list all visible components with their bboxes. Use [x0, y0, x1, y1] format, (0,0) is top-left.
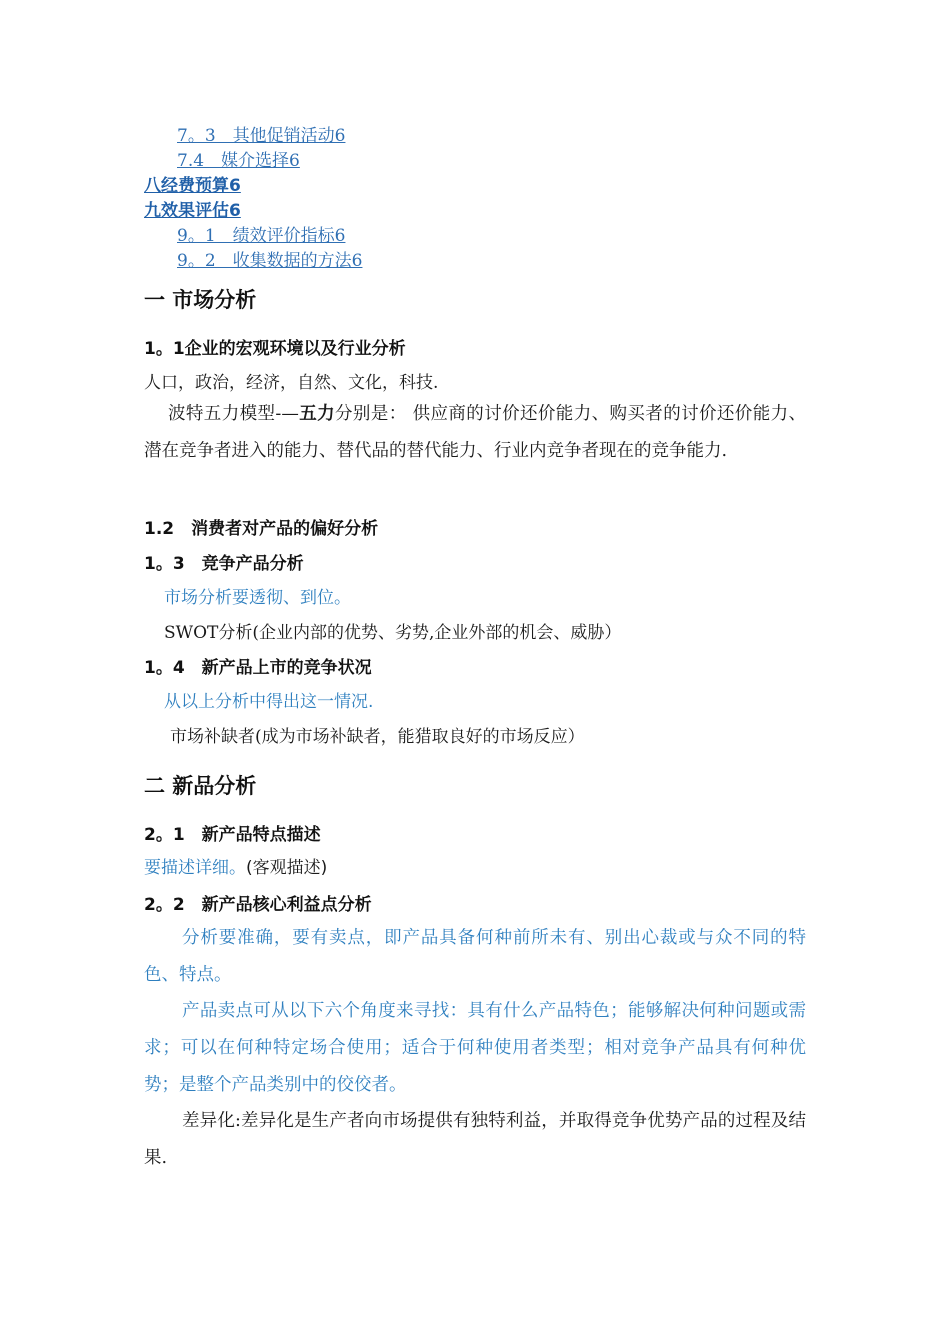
describe-objective: (客观描述)	[246, 858, 328, 878]
paragraph-market-nicher: 市场补缺者(成为市场补缺者，能猎取良好的市场反应）	[170, 727, 585, 747]
heading-2-1: 2。1 新产品特点描述	[144, 825, 321, 845]
section-title-new-product-analysis: 二 新品分析	[144, 774, 257, 798]
paragraph-swot: SWOT分析(企业内部的优势、劣势,企业外部的机会、威胁）	[164, 623, 622, 643]
describe-blue: 要描述详细。	[144, 858, 246, 878]
paragraph-selling-point: 分析要准确，要有卖点，即产品具备何种前所未有、别出心裁或与众不同的特色、特点。	[144, 928, 806, 985]
toc-link-9-2[interactable]: 9。2 收集数据的方法6	[177, 251, 363, 271]
toc-link-9[interactable]: 九效果评估6	[144, 201, 241, 221]
paragraph-analysis-thorough: 市场分析要透彻、到位。	[164, 588, 351, 608]
toc-link-7-3[interactable]: 7。3 其他促销活动6	[177, 126, 346, 146]
toc-link-8[interactable]: 八经费预算6	[144, 176, 241, 196]
heading-1-3: 1。3 竞争产品分析	[144, 554, 304, 574]
paragraph-porter-five-forces	[144, 396, 806, 470]
heading-1-1: 1。1企业的宏观环境以及行业分析	[144, 339, 406, 359]
porter-body: 分别是： 供应商的讨价还价能力、购买者的讨价还价能力、潜在竞争者进入的能力、替代品的替代能力、行业内竞争者现在的竞争能力.	[144, 404, 807, 461]
paragraph-conclusion: 从以上分析中得出这一情况.	[164, 692, 374, 712]
toc-link-7-4[interactable]: 7.4 媒介选择6	[177, 151, 300, 171]
porter-lead: 波特五力模型-—	[168, 404, 299, 424]
heading-1-4: 1。4 新产品上市的竞争状况	[144, 658, 372, 678]
paragraph-macro-factors: 人口，政治，经济，自然、文化，科技.	[144, 373, 439, 393]
porter-bold: 五力	[298, 404, 336, 424]
toc-link-9-1[interactable]: 9。1 绩效评价指标6	[177, 226, 346, 246]
paragraph-differentiation: 差异化:差异化是生产者向市场提供有独特利益，并取得竞争优势产品的过程及结果.	[144, 1111, 806, 1168]
section-title-market-analysis: 一 市场分析	[144, 288, 257, 312]
heading-1-2: 1.2 消费者对产品的偏好分析	[144, 519, 379, 539]
paragraph-six-angles: 产品卖点可从以下六个角度来寻找：具有什么产品特色；能够解决何种问题或需求；可以在何种特定场合使用；适合于何种使用者类型；相对竞争产品具有何种优势；是整个产品类别中的佼佼者。	[144, 1001, 806, 1095]
heading-2-2: 2。2 新产品核心利益点分析	[144, 895, 372, 915]
paragraph-describe-details	[144, 857, 327, 879]
